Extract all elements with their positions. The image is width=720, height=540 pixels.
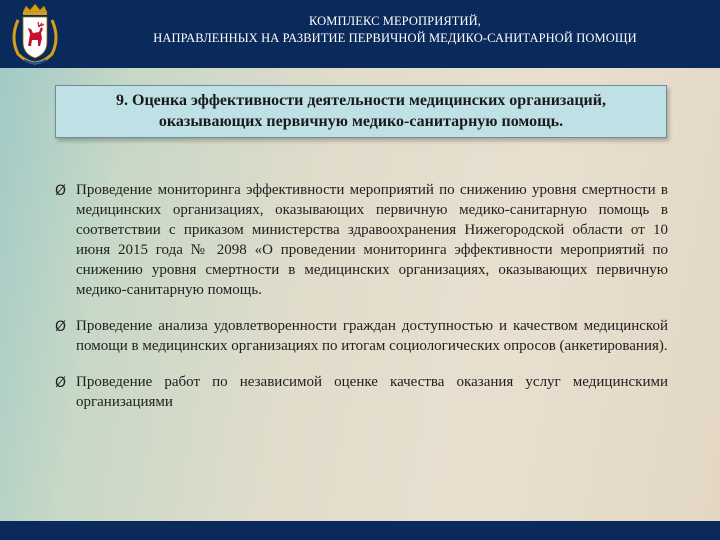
bullet-item-3: [52, 372, 668, 412]
section-title-box: [55, 85, 667, 138]
bullet-arrow-icon: Ø: [55, 375, 67, 391]
header-title-line-1: КОМПЛЕКС МЕРОПРИЯТИЙ,: [309, 14, 481, 28]
coat-of-arms-icon: [4, 2, 66, 66]
bullet-arrow-icon: Ø: [55, 183, 67, 199]
bullet-arrow-icon: Ø: [55, 319, 67, 335]
header-bar: [0, 0, 720, 68]
bullet-item-1: [52, 180, 668, 300]
section-title-line-2: оказывающих первичную медико-санитарную помощь.: [158, 113, 564, 130]
footer-bar: [0, 521, 720, 540]
bullet-text-1: Проведение мониторинга эффективности мероприятий по снижению уровня смертности в медицинских организациях, оказывающих первичную медико-санитарную помощь в соответствии с приказом министерства здравоохранения Нижегородской области от 10 июня 2015 года № 2098 «О проведении мониторинга эффективности мероприятий по снижению уровня смертности в медицинских организациях, оказывающих первичную медико-санитарную помощь.: [76, 182, 668, 298]
bullet-text-3: Проведение работ по независимой оценке качества оказания услуг медицинскими организациями: [76, 374, 668, 410]
header-title: [70, 13, 720, 47]
header-title-line-2: НАПРАВЛЕННЫХ НА РАЗВИТИЕ ПЕРВИЧНОЙ МЕДИКО-САНИТАРНОЙ ПОМОЩИ: [153, 31, 637, 45]
section-title-line-1: 9. Оценка эффективности деятельности медицинских организаций,: [116, 92, 606, 109]
bullet-item-2: [52, 316, 668, 356]
bullet-text-2: Проведение анализа удовлетворенности граждан доступностью и качеством медицинской помощи в медицинских организациях по итогам социологических опросов (анкетирования).: [76, 318, 668, 354]
bullet-list: [52, 180, 668, 428]
